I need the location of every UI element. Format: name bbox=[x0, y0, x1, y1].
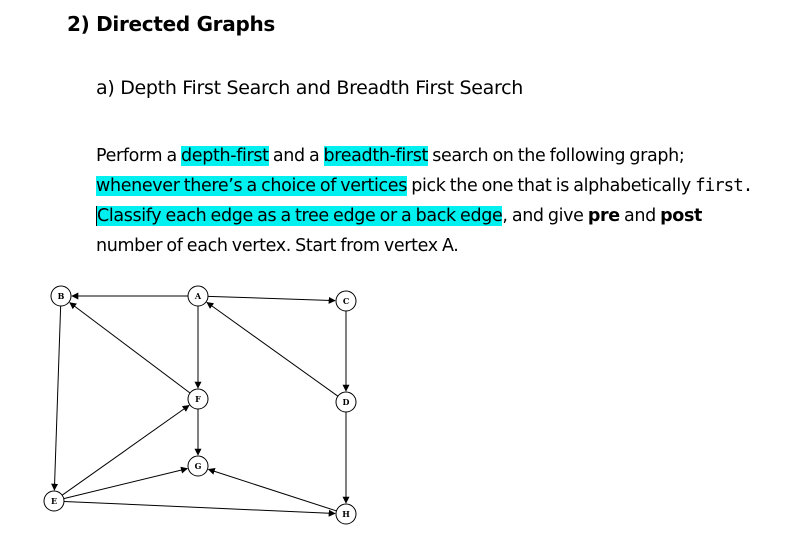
problem-text-4: pick the one that is alphabetically bbox=[407, 176, 696, 196]
vertex-g-label: G bbox=[194, 461, 202, 471]
pre-keyword: pre bbox=[587, 206, 620, 226]
vertex-a bbox=[188, 286, 208, 306]
problem-text-2: and a bbox=[268, 146, 324, 166]
vertex-h-label: H bbox=[342, 509, 350, 519]
vertex-e bbox=[44, 491, 64, 511]
edge-e-h bbox=[64, 501, 335, 513]
vertex-h bbox=[336, 504, 356, 524]
edge-b-e bbox=[54, 306, 60, 490]
edge-f-b bbox=[70, 303, 190, 393]
vertex-c-label: C bbox=[342, 296, 350, 306]
edge-d-a bbox=[207, 302, 338, 396]
highlight-breadth-first: breadth-first bbox=[323, 146, 428, 166]
problem-text-1: Perform a bbox=[96, 146, 182, 166]
highlight-depth-first: depth-first bbox=[181, 146, 269, 166]
edge-e-g bbox=[64, 469, 188, 499]
edge-h-g bbox=[208, 469, 336, 511]
vertices bbox=[44, 286, 356, 524]
problem-text-3: search on the following graph; bbox=[427, 146, 685, 166]
highlight-classify-edges: Classify each edge as a tree edge or a back edge bbox=[97, 206, 503, 226]
post-keyword: post bbox=[660, 206, 703, 226]
vertex-d-label: D bbox=[342, 397, 350, 407]
vertex-f bbox=[188, 389, 208, 409]
vertex-b bbox=[51, 286, 71, 306]
edge-a-c bbox=[208, 296, 335, 300]
vertex-f-label: F bbox=[195, 394, 201, 404]
subsection-heading: a) Depth First Search and Breadth First Search bbox=[96, 77, 523, 99]
problem-text-7: and bbox=[619, 206, 661, 226]
section-heading: 2) Directed Graphs bbox=[67, 12, 275, 36]
vertex-g bbox=[188, 456, 208, 476]
vertex-b-label: B bbox=[57, 291, 65, 301]
problem-text-8: number of each vertex. Start from vertex A. bbox=[96, 236, 459, 256]
edge-e-f bbox=[62, 405, 189, 495]
vertex-c bbox=[336, 291, 356, 311]
problem-text-6: , and give bbox=[502, 206, 588, 226]
highlight-choice-of-vertices: whenever there’s a choice of vertices bbox=[96, 176, 407, 196]
problem-text-5: first. bbox=[695, 176, 753, 196]
vertex-a-label: A bbox=[194, 291, 202, 301]
vertex-d bbox=[336, 392, 356, 412]
vertex-e-label: E bbox=[50, 496, 58, 506]
